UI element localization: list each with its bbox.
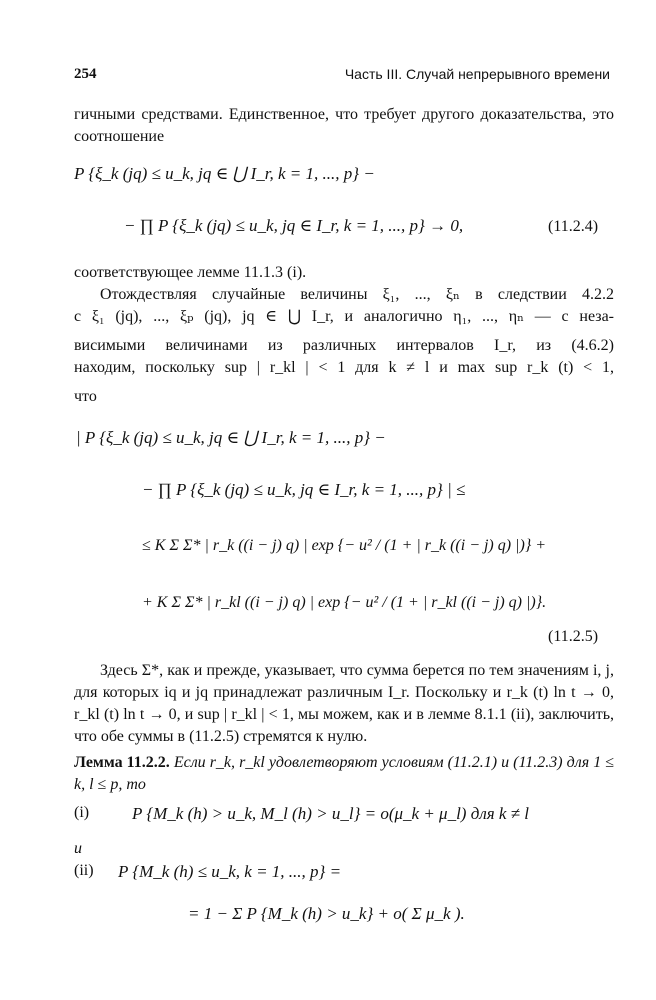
equation-11-2-5-line3: ≤ K Σ Σ* | r_k ((i − j) q) | exp {− u² / (1 + | r_k ((i − j) q) |)} + bbox=[142, 537, 547, 554]
equation-11-2-4-line1: P {ξ_k (jq) ≤ u_k, jq ∈ ⋃ I_r, k = 1, ..., p} − bbox=[74, 164, 375, 183]
equation-11-2-5-line4: + K Σ Σ* | r_kl ((i − j) q) | exp {− u² / (1 + | r_kl ((i − j) q) |)}. bbox=[142, 594, 547, 611]
paragraph-identify-line1: Отождествляя случайные величины ξ₁, ..., ξₙ в следствии 4.2.2 bbox=[100, 286, 614, 303]
lemma-statement: Если r_k, r_kl удовлетворяют условиям (11.2.1) и (11.2.3) для 1 ≤ k, l ≤ p, то bbox=[74, 754, 615, 793]
item-ii-formula-line2: = 1 − Σ P {M_k (h) > u_k} + o( Σ μ_k ). bbox=[188, 904, 465, 923]
paragraph-lemma-reference: соответствующее лемме 11.1.3 (i). bbox=[74, 264, 307, 281]
equation-11-2-5-line2: − ∏ P {ξ_k (jq) ≤ u_k, jq ∈ I_r, k = 1, ..., p} | ≤ bbox=[142, 480, 466, 499]
conjunction-and: и bbox=[74, 840, 82, 857]
lemma-11-2-2 bbox=[74, 752, 614, 796]
item-ii-label: (ii) bbox=[74, 862, 94, 879]
paragraph-sum-explanation: Здесь Σ*, как и прежде, указывает, что сумма берется по тем значениям i, j, для которых iq и jq принадлежат различным I_r. Поскольку и r_k (t) ln t → 0, r_kl (t) ln t → 0, и sup | r_kl | < 1, мы можем, как и в лемме 8.1.1 (ii), заключить, что обе суммы в (11.2.5) стремятся к нулю. bbox=[74, 662, 614, 745]
item-ii-formula-line1: P {M_k (h) ≤ u_k, k = 1, ..., p} = bbox=[118, 862, 342, 881]
paragraph-identify-line4: находим, поскольку sup | r_kl | < 1 для k ≠ l и max sup r_k (t) < 1, bbox=[74, 359, 614, 376]
paragraph-intro: гичными средствами. Единственное, что требует другого доказательства, это соотношение bbox=[74, 106, 614, 145]
equation-11-2-4-line2: − ∏ P {ξ_k (jq) ≤ u_k, jq ∈ I_r, k = 1, ..., p} → 0, bbox=[124, 216, 464, 235]
page-number: 254 bbox=[74, 66, 97, 82]
paragraph-identify-line3: висимыми величинами из различных интервалов I_r, из (4.6.2) bbox=[74, 337, 614, 354]
paragraph-identify-line5: что bbox=[74, 388, 97, 405]
item-i-formula: P {M_k (h) > u_k, M_l (h) > u_l} = o(μ_k + μ_l) для k ≠ l bbox=[132, 804, 529, 823]
paragraph-identify-line2: с ξ₁ (jq), ..., ξₚ (jq), jq ∈ ⋃ I_r, и аналогично η₁, ..., ηₙ — с неза- bbox=[74, 308, 614, 325]
equation-tag-11-2-4: (11.2.4) bbox=[548, 218, 599, 235]
item-i-label: (i) bbox=[74, 804, 90, 821]
running-title: Часть III. Случай непрерывного времени bbox=[344, 66, 610, 82]
lemma-label: Лемма 11.2.2. bbox=[74, 754, 170, 771]
equation-tag-11-2-5: (11.2.5) bbox=[548, 628, 599, 645]
equation-11-2-5-line1: | P {ξ_k (jq) ≤ u_k, jq ∈ ⋃ I_r, k = 1, ..., p} − bbox=[76, 428, 386, 447]
